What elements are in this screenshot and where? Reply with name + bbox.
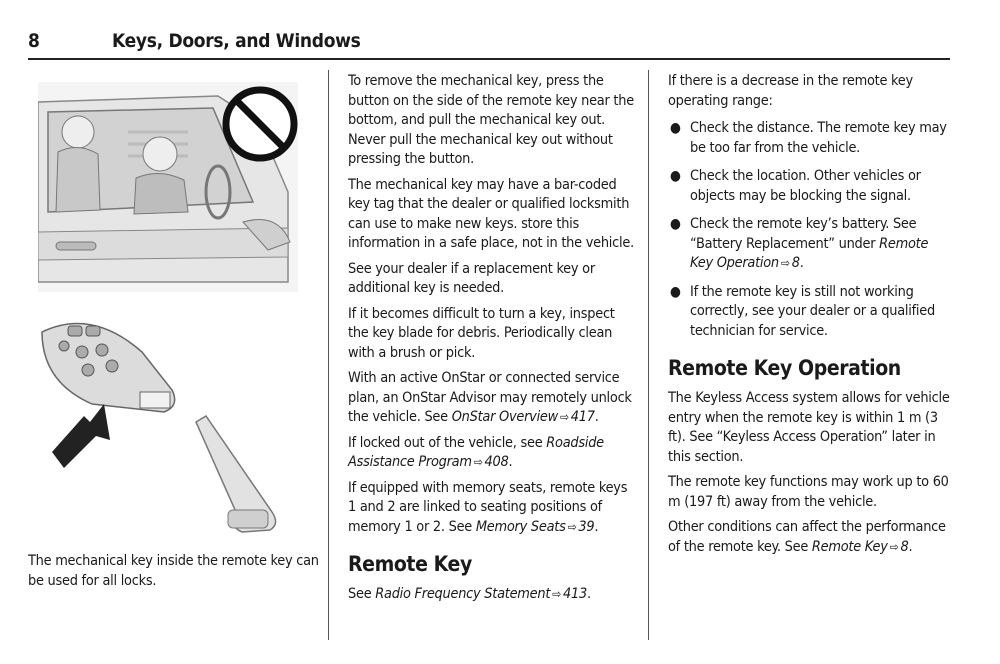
page-header	[28, 30, 950, 56]
paragraph: The Keyless Access system allows for vehicle entry when the remote key is within 1 m (3 ft). See “Keyless Access Operation” later in this section.	[668, 390, 950, 465]
column-divider-1	[328, 70, 329, 640]
bullet-icon: ●	[670, 168, 681, 184]
paragraph: If it becomes difficult to turn a key, inspect the key blade for debris. Periodically clean with a brush or pick.	[348, 305, 615, 361]
cross-reference-link[interactable]: Radio Frequency Statement	[375, 586, 551, 602]
list-item: ● Check the location. Other vehicles or objects may be blocking the signal.	[670, 168, 921, 204]
paragraph: With an active OnStar or connected service plan, an OnStar Advisor may remotely unlock the vehicle. See OnStar Overview ⇨ 417.	[348, 369, 636, 428]
page-reference-arrow-icon: ⇨	[780, 256, 790, 270]
page-reference-arrow-icon: ⇨	[559, 410, 569, 424]
page-reference-arrow-icon: ⇨	[473, 455, 483, 469]
illustration-caption: The mechanical key inside the remote key can be used for all locks.	[28, 553, 319, 589]
right-column	[668, 72, 954, 563]
cross-reference-link[interactable]: Remote Key Operation	[690, 235, 929, 271]
paragraph: See your dealer if a replacement key or additional key is needed.	[348, 260, 595, 296]
page-reference: 8	[900, 538, 909, 555]
cross-reference-link[interactable]: Roadside Assistance Program	[348, 434, 604, 470]
paragraph: See Radio Frequency Statement ⇨ 413.	[348, 585, 636, 605]
cross-reference-link[interactable]: Memory Seats	[475, 518, 566, 535]
paragraph: The mechanical key may have a bar-coded key tag that the dealer or qualified locksmith can use to make new keys. store this information in a safe place, not in the vehicle.	[348, 176, 634, 251]
page-reference: 413	[562, 586, 587, 602]
page-reference-arrow-icon: ⇨	[889, 539, 899, 554]
paragraph: If there is a decrease in the remote key operating range:	[668, 73, 913, 109]
troubleshooting-list	[668, 119, 954, 341]
paragraph: Other conditions can affect the performance of the remote key. See Remote Key ⇨ 8.	[668, 518, 954, 557]
children-in-car-illustration	[38, 82, 298, 292]
list-item: ● Check the remote key’s battery. See “Battery Replacement” under Remote Key Operation ⇨ 8.	[668, 215, 954, 274]
paragraph: If equipped with memory seats, remote keys 1 and 2 are linked to seating positions of memory 1 or 2. See Memory Seats ⇨ 39.	[348, 479, 636, 538]
bullet-icon: ●	[670, 216, 681, 232]
page-number: 8	[28, 30, 40, 52]
heading-remote-key: Remote Key	[348, 552, 472, 576]
list-item: ● If the remote key is still not working correctly, see your dealer or a qualified technician for service.	[670, 283, 935, 339]
bullet-icon: ●	[670, 283, 681, 300]
paragraph: The remote key functions may work up to 60 m (197 ft) away from the vehicle.	[668, 474, 949, 510]
page-reference: 408	[484, 454, 509, 470]
page-reference: 417	[570, 409, 595, 425]
middle-column	[348, 72, 636, 611]
section-title: Keys, Doors, and Windows	[112, 30, 361, 52]
cross-reference-link[interactable]: Remote Key	[811, 538, 888, 555]
paragraph: To remove the mechanical key, press the button on the side of the remote key near the bottom, and pull the mechanical key out. Never pull the mechanical key out without pressing the button.	[348, 73, 634, 167]
header-rule	[28, 58, 950, 60]
page-reference-arrow-icon: ⇨	[552, 587, 561, 601]
cross-reference-link[interactable]: OnStar Overview	[451, 409, 558, 425]
bullet-icon: ●	[670, 120, 681, 136]
page-reference: 39	[578, 518, 595, 535]
page-reference-arrow-icon: ⇨	[567, 519, 577, 534]
remote-key-illustration	[32, 312, 302, 544]
column-divider-2	[648, 70, 649, 640]
paragraph: If locked out of the vehicle, see Roadside Assistance Program ⇨ 408.	[348, 434, 636, 473]
list-item: ● Check the distance. The remote key may be too far from the vehicle.	[670, 120, 947, 156]
heading-remote-key-operation: Remote Key Operation	[668, 356, 901, 380]
page-reference: 8	[791, 255, 800, 271]
